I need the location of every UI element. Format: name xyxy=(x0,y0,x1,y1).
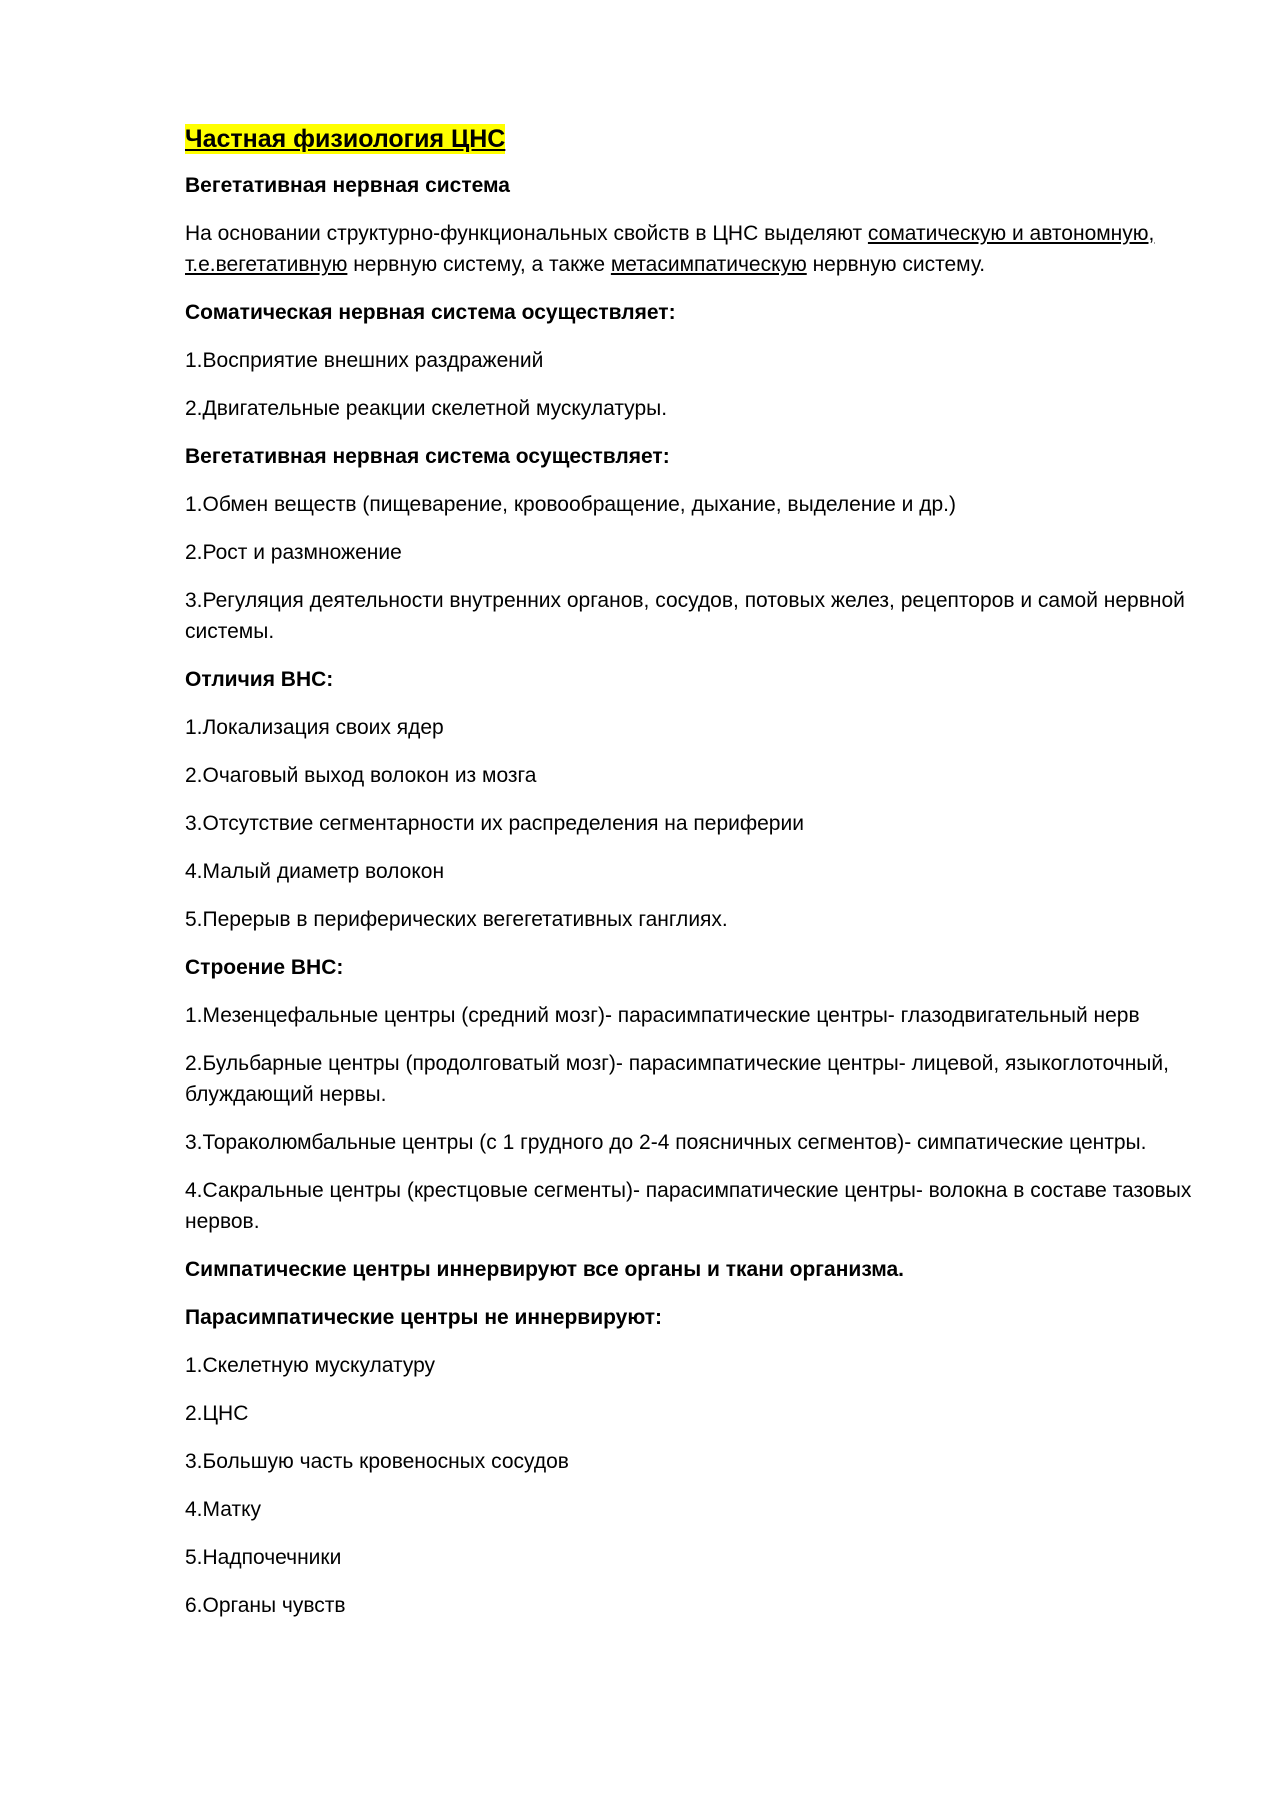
list-item: 5.Перерыв в периферических вегегетативных ганглиях. xyxy=(185,908,728,931)
list-item: 3.Большую часть кровеносных сосудов xyxy=(185,1450,569,1473)
list-item: 6.Органы чувств xyxy=(185,1594,346,1617)
intro-underline-1: соматическую и автономную, т.е.вегетативную xyxy=(185,222,1155,276)
list-item: 3.Тораколюмбальные центры (с 1 грудного до 2-4 поясничных сегментов)- симпатические центры. xyxy=(185,1131,1147,1154)
list-item: 1.Мезенцефальные центры (средний мозг)- парасимпатические центры- глазодвигательный нерв xyxy=(185,1004,1140,1027)
section-subtitle: Вегетативная нервная система xyxy=(185,174,510,197)
autonomic-heading: Вегетативная нервная система осуществляет: xyxy=(185,445,670,468)
parasympathetic-heading: Парасимпатические центры не иннервируют: xyxy=(185,1306,663,1329)
intro-text-2: нервную систему, а также xyxy=(347,253,611,276)
list-item: 2.Бульбарные центры (продолговатый мозг)- парасимпатические центры- лицевой, языкоглоточный, блуждающий нервы. xyxy=(185,1052,1169,1106)
list-item: 1.Восприятие внешних раздражений xyxy=(185,349,544,372)
list-item: 4.Сакральные центры (крестцовые сегменты)- парасимпатические центры- волокна в составе тазовых нервов. xyxy=(185,1179,1192,1233)
intro-text-3: нервную систему. xyxy=(806,253,986,276)
differences-heading: Отличия ВНС: xyxy=(185,668,334,691)
list-item: 1.Обмен веществ (пищеварение, кровообращение, дыхание, выделение и др.) xyxy=(185,493,957,516)
list-item: 1.Локализация своих ядер xyxy=(185,716,444,739)
somatic-heading: Соматическая нервная система осуществляет: xyxy=(185,301,676,324)
list-item: 2.Двигательные реакции скелетной мускулатуры. xyxy=(185,397,668,420)
list-item: 5.Надпочечники xyxy=(185,1546,342,1569)
intro-underline-2: метасимпатическую xyxy=(610,253,807,276)
list-item: 2.Очаговый выход волокон из мозга xyxy=(185,764,537,787)
sympathetic-note: Симпатические центры иннервируют все органы и ткани организма. xyxy=(185,1258,905,1281)
list-item: 1.Скелетную мускулатуру xyxy=(185,1354,436,1377)
intro-text-1: На основании структурно-функциональных свойств в ЦНС выделяют xyxy=(185,222,868,245)
list-item: 3.Отсутствие сегментарности их распределения на периферии xyxy=(185,812,804,835)
list-item: 2.Рост и размножение xyxy=(185,541,402,564)
list-item: 3.Регуляция деятельности внутренних органов, сосудов, потовых желез, рецепторов и самой нервной системы. xyxy=(185,589,1185,643)
list-item: 2.ЦНС xyxy=(185,1402,249,1425)
intro-paragraph xyxy=(185,218,1200,280)
list-item: 4.Матку xyxy=(185,1498,262,1521)
list-item: 4.Малый диаметр волокон xyxy=(185,860,445,883)
document-title: Частная физиология ЦНС xyxy=(185,125,506,153)
structure-heading: Строение ВНС: xyxy=(185,956,344,979)
